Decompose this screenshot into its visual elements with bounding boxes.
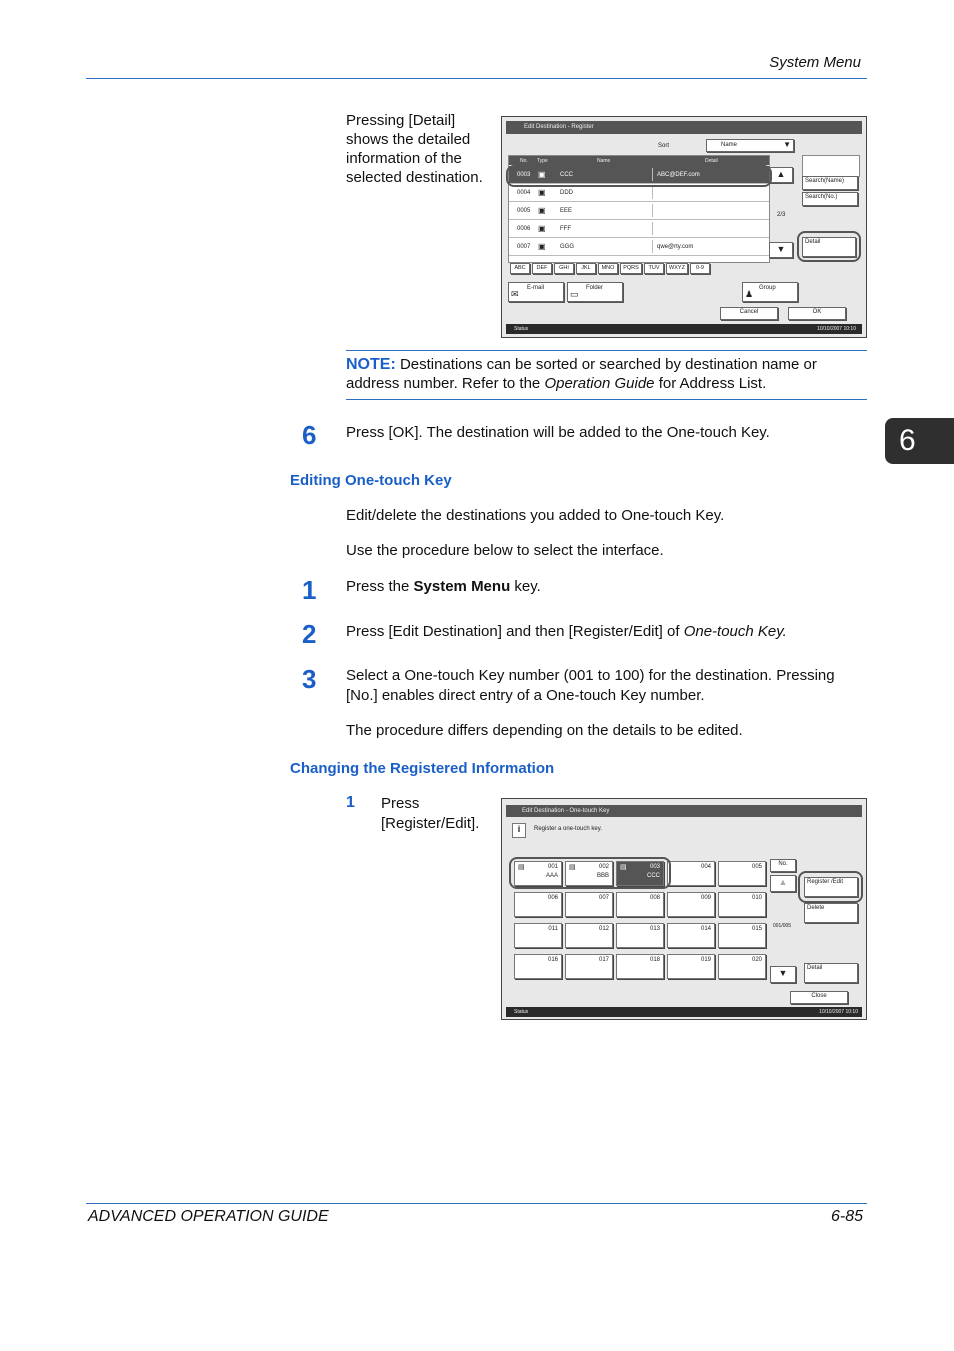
register-screen [501, 116, 867, 338]
row-number: 0005 [517, 208, 531, 214]
alpha-index-button[interactable]: ABC [510, 263, 530, 274]
scroll-down-button[interactable]: ▼ [769, 242, 793, 258]
one-touch-key[interactable] [718, 954, 766, 979]
one-touch-key[interactable] [514, 892, 562, 917]
key-number: 003 [649, 864, 660, 870]
one-touch-key[interactable] [667, 861, 715, 886]
alpha-index-button[interactable]: DEF [532, 263, 552, 274]
key-number: 011 [548, 926, 558, 932]
one-touch-key[interactable] [514, 923, 562, 948]
row-number: 0006 [517, 226, 531, 232]
folder-icon: ▭ [570, 289, 579, 299]
destination-type-icon: ▤ [518, 864, 525, 871]
page-indicator: 2/3 [777, 212, 786, 218]
key-number: 007 [598, 895, 609, 901]
editing-heading: Editing One-touch Key [290, 472, 452, 489]
one-touch-key[interactable] [616, 954, 664, 979]
substep-1-number: 1 [346, 794, 355, 811]
running-header: System Menu [769, 54, 861, 71]
destination-type-icon: ▣ [538, 170, 546, 179]
key-number: 013 [649, 926, 660, 932]
alpha-index-button[interactable]: WXYZ [666, 263, 688, 274]
alpha-index [510, 263, 730, 275]
changing-heading: Changing the Registered Information [290, 760, 555, 777]
list-header: No. Type Name Detail [509, 156, 769, 165]
step-1-text: Press the System Menu key. [346, 578, 541, 595]
step-3-number: 3 [302, 664, 317, 694]
key-number: 019 [700, 957, 711, 963]
note-bottom-rule [346, 399, 867, 400]
key-name: BBB [596, 873, 609, 879]
row-number: 0004 [517, 190, 531, 196]
step-6-text: Press [OK]. The destination will be added to the One-touch Key. [346, 424, 770, 441]
sort-label: Sort [658, 143, 670, 149]
column-divider [652, 222, 653, 235]
detail-highlight [797, 231, 861, 262]
one-touch-key[interactable] [565, 892, 613, 917]
table-row[interactable] [509, 202, 769, 220]
editing-p2: Use the procedure below to select the interface. [346, 542, 664, 559]
one-touch-key[interactable] [616, 923, 664, 948]
column-divider [652, 204, 653, 217]
one-touch-key[interactable] [667, 954, 715, 979]
destination-type-icon: ▣ [538, 242, 546, 251]
footer-rule [86, 1203, 867, 1204]
destination-type-icon: ▣ [538, 224, 546, 233]
key-number: 010 [751, 895, 762, 901]
key-number: 012 [598, 926, 609, 932]
status-bar: Status 10/10/2007 10:10 [506, 324, 862, 334]
step-1-number: 1 [302, 575, 317, 605]
destination-type-icon: ▣ [538, 206, 546, 215]
detail-button[interactable]: Detail [802, 237, 856, 257]
key-number: 016 [547, 957, 558, 963]
one-touch-key[interactable] [565, 954, 613, 979]
envelope-icon: ✉ [511, 289, 519, 299]
row-name: CCC [560, 172, 573, 178]
step-3-text: Select a One-touch Key number (001 to 100) for the destination. Pressing [No.] enables direct entry of a One-touch Key number. [346, 667, 835, 704]
sort-select[interactable]: Name ▼ [706, 139, 794, 152]
alpha-index-button[interactable]: TUV [644, 263, 664, 274]
key-name: AAA [545, 873, 558, 879]
note: NOTE: Destinations can be sorted or searched by destination name or address number. Refer to the Operation Guide for Address List. [346, 356, 817, 392]
row-highlight [506, 165, 772, 187]
chapter-tab: 6 [885, 418, 954, 464]
info-icon: i [512, 823, 526, 838]
table-row[interactable] [509, 220, 769, 238]
dropdown-arrow-icon: ▼ [783, 140, 791, 149]
key-number: 009 [700, 895, 711, 901]
header-rule [86, 78, 867, 79]
alpha-index-button[interactable]: GHI [554, 263, 574, 274]
screen2-title: Edit Destination - One-touch Key [522, 808, 610, 814]
one-touch-key[interactable] [718, 892, 766, 917]
alpha-index-button[interactable]: MNO [598, 263, 618, 274]
table-row[interactable] [509, 238, 769, 256]
editing-p1: Edit/delete the destinations you added to One-touch Key. [346, 507, 725, 524]
key-number: 008 [649, 895, 660, 901]
key-number: 001 [547, 864, 558, 870]
one-touch-key[interactable] [667, 892, 715, 917]
procedure-note: The procedure differs depending on the details to be edited. [346, 722, 743, 739]
key-number: 002 [598, 864, 609, 870]
selected-keys-highlight [509, 857, 671, 889]
substep-1-text: Press [Register/Edit]. [381, 795, 480, 832]
scroll-up-button[interactable]: ▲ [769, 167, 793, 183]
key-number: 014 [700, 926, 711, 932]
alpha-index-button[interactable]: 0-9 [690, 263, 710, 274]
row-name: GGG [560, 244, 575, 250]
register-edit-button[interactable]: Register /Edit [804, 877, 858, 897]
key-number: 020 [751, 957, 762, 963]
page-indicator-2: 001/005 [773, 923, 792, 929]
key-number: 005 [751, 864, 762, 870]
note-label: NOTE: [346, 356, 396, 373]
key-number: 017 [598, 957, 609, 963]
email-button[interactable]: ✉ E-mail [508, 282, 564, 302]
folder-button[interactable]: ▭ Folder [567, 282, 623, 302]
row-number: 0003 [517, 172, 531, 178]
search-no-button[interactable]: Search(No.) [802, 192, 858, 206]
row-name: EEE [560, 208, 573, 214]
key-number: 006 [547, 895, 558, 901]
column-divider [652, 240, 653, 253]
one-touch-key[interactable] [667, 923, 715, 948]
alpha-index-button[interactable]: JKL [576, 263, 596, 274]
status-bar-2: Status 10/10/2007 10:10 [506, 1007, 862, 1017]
key-number: 018 [649, 957, 660, 963]
row-name: DDD [560, 190, 573, 196]
search-name-button[interactable]: Search(Name) [802, 176, 858, 190]
screen2-title-bar [506, 805, 862, 817]
no-button[interactable]: No. [770, 859, 796, 872]
one-touch-key[interactable] [616, 892, 664, 917]
step-6-number: 6 [302, 420, 317, 450]
register-edit-highlight [798, 871, 863, 903]
group-icon: ♟ [745, 289, 754, 299]
screen2-message: Register a one-touch key. [534, 826, 602, 832]
destination-type-icon: ▤ [620, 864, 627, 871]
row-number: 0007 [517, 244, 531, 250]
note-top-rule [346, 350, 867, 351]
step-2-text: Press [Edit Destination] and then [Register/Edit] of One-touch Key. [346, 623, 787, 640]
step-2-number: 2 [302, 619, 317, 649]
group-button[interactable]: ♟ Group [742, 282, 798, 302]
row-detail: ABC@DEF.com [657, 172, 700, 178]
screen-title: Edit Destination - Register [524, 124, 594, 130]
row-name: FFF [560, 226, 571, 232]
key-name: CCC [647, 873, 660, 879]
delete-button[interactable]: Delete [804, 903, 858, 923]
footer-title: ADVANCED OPERATION GUIDE [88, 1208, 329, 1225]
cancel-button[interactable]: Cancel [720, 307, 778, 320]
destination-type-icon: ▣ [538, 188, 546, 197]
screen-title-bar [506, 121, 862, 134]
scroll-up-button-2[interactable]: ▲ [770, 875, 796, 892]
page-number: 6-85 [830, 1208, 863, 1225]
row-detail: qwe@rty.com [657, 244, 694, 250]
search-field[interactable] [802, 155, 860, 177]
detail-button-2[interactable]: Detail [804, 963, 858, 983]
close-button[interactable]: Close [790, 991, 848, 1004]
scroll-down-button-2[interactable]: ▼ [770, 966, 796, 983]
one-touch-key[interactable] [514, 954, 562, 979]
column-divider [652, 186, 653, 199]
one-touch-key[interactable] [718, 861, 766, 886]
destination-type-icon: ▤ [569, 864, 576, 871]
ok-button[interactable]: OK [788, 307, 846, 320]
one-touch-key[interactable] [565, 923, 613, 948]
intro-text: Pressing [Detail] shows the detailed information of the selected destination. [346, 112, 483, 186]
alpha-index-button[interactable]: PQRS [620, 263, 642, 274]
key-number: 015 [751, 926, 762, 932]
one-touch-key[interactable] [718, 923, 766, 948]
one-touch-screen [501, 798, 867, 1020]
key-number: 004 [700, 864, 711, 870]
